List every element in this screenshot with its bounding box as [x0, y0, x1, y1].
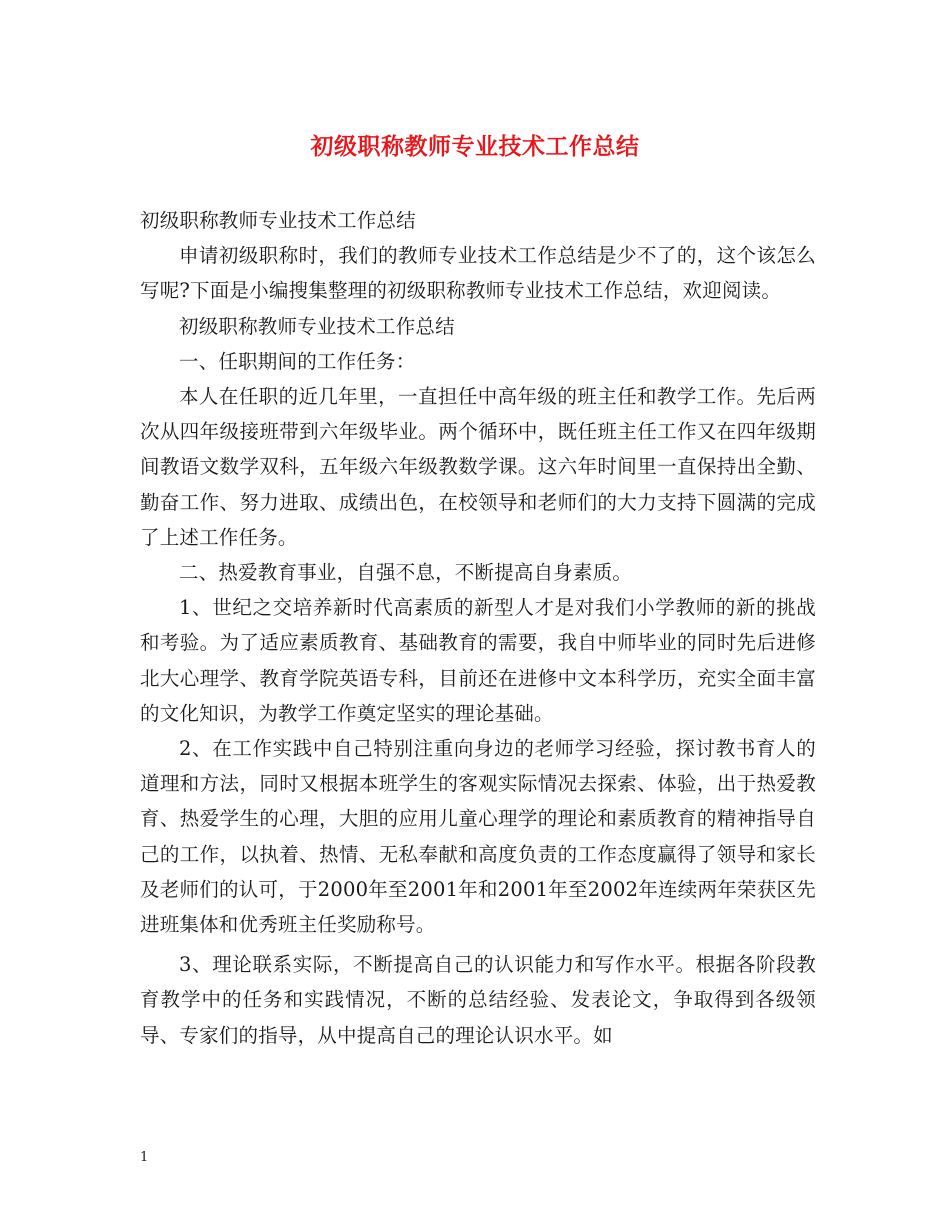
intro-paragraph: 申请初级职称时，我们的教师专业技术工作总结是少不了的，这个该怎么写呢?下面是小编搜集整理的初级职称教师专业技术工作总结，欢迎阅读。: [140, 244, 816, 303]
subtitle-line: 初级职称教师专业技术工作总结: [140, 209, 416, 232]
page-number: 1: [140, 1150, 149, 1165]
paragraph-point-3: 3、理论联系实际，不断提高自己的认识能力和写作水平。根据各阶段教育教学中的任务和实践情况，不断的总结经验、发表论文，争取得到各级领导、专家们的指导，从中提高自己的理论认识水平。如: [140, 953, 816, 1047]
section-heading-two: 二、热爱教育事业，自强不息，不断提高自身素质。: [179, 561, 633, 585]
paragraph-point-2: 2、在工作实践中自己特别注重向身边的老师学习经验，探讨教书育人的道理和方法，同时又根据本班学生的客观实际情况去探索、体验，出于热爱教育、热爱学生的心理，大胆的应用儿童心理学的理论和素质教育的精神指导自己的工作，以执着、热情、无私奉献和高度负责的工作态度赢得了领导和家长及老师们的认可，于2000年至2001年和2001年至2002年连续两年荣获区先进班集体和优秀班主任奖励称号。: [140, 737, 816, 937]
section-heading-repeat: 初级职称教师专业技术工作总结: [179, 314, 455, 338]
document-title: 初级职称教师专业技术工作总结: [310, 133, 640, 160]
paragraph-duties: 本人在任职的近几年里，一直担任中高年级的班主任和教学工作。先后两次从四年级接班带到六年级毕业。两个循环中，既任班主任工作又在四年级期间教语文数学双科，五年级六年级教数学课。这六年时间里一直保持出全勤、勤奋工作、努力进取、成绩出色，在校领导和老师们的大力支持下圆满的完成了上述工作任务。: [140, 385, 816, 549]
section-heading-one: 一、任职期间的工作任务：: [179, 349, 416, 373]
document-body: [140, 203, 816, 1053]
paragraph-point-1: 1、世纪之交培养新时代高素质的新型人才是对我们小学教师的新的挑战和考验。为了适应素质教育、基础教育的需要，我自中师毕业的同时先后进修北大心理学、教育学院英语专科，目前还在进修中文本科学历，充实全面丰富的文化知识，为教学工作奠定坚实的理论基础。: [140, 596, 816, 725]
